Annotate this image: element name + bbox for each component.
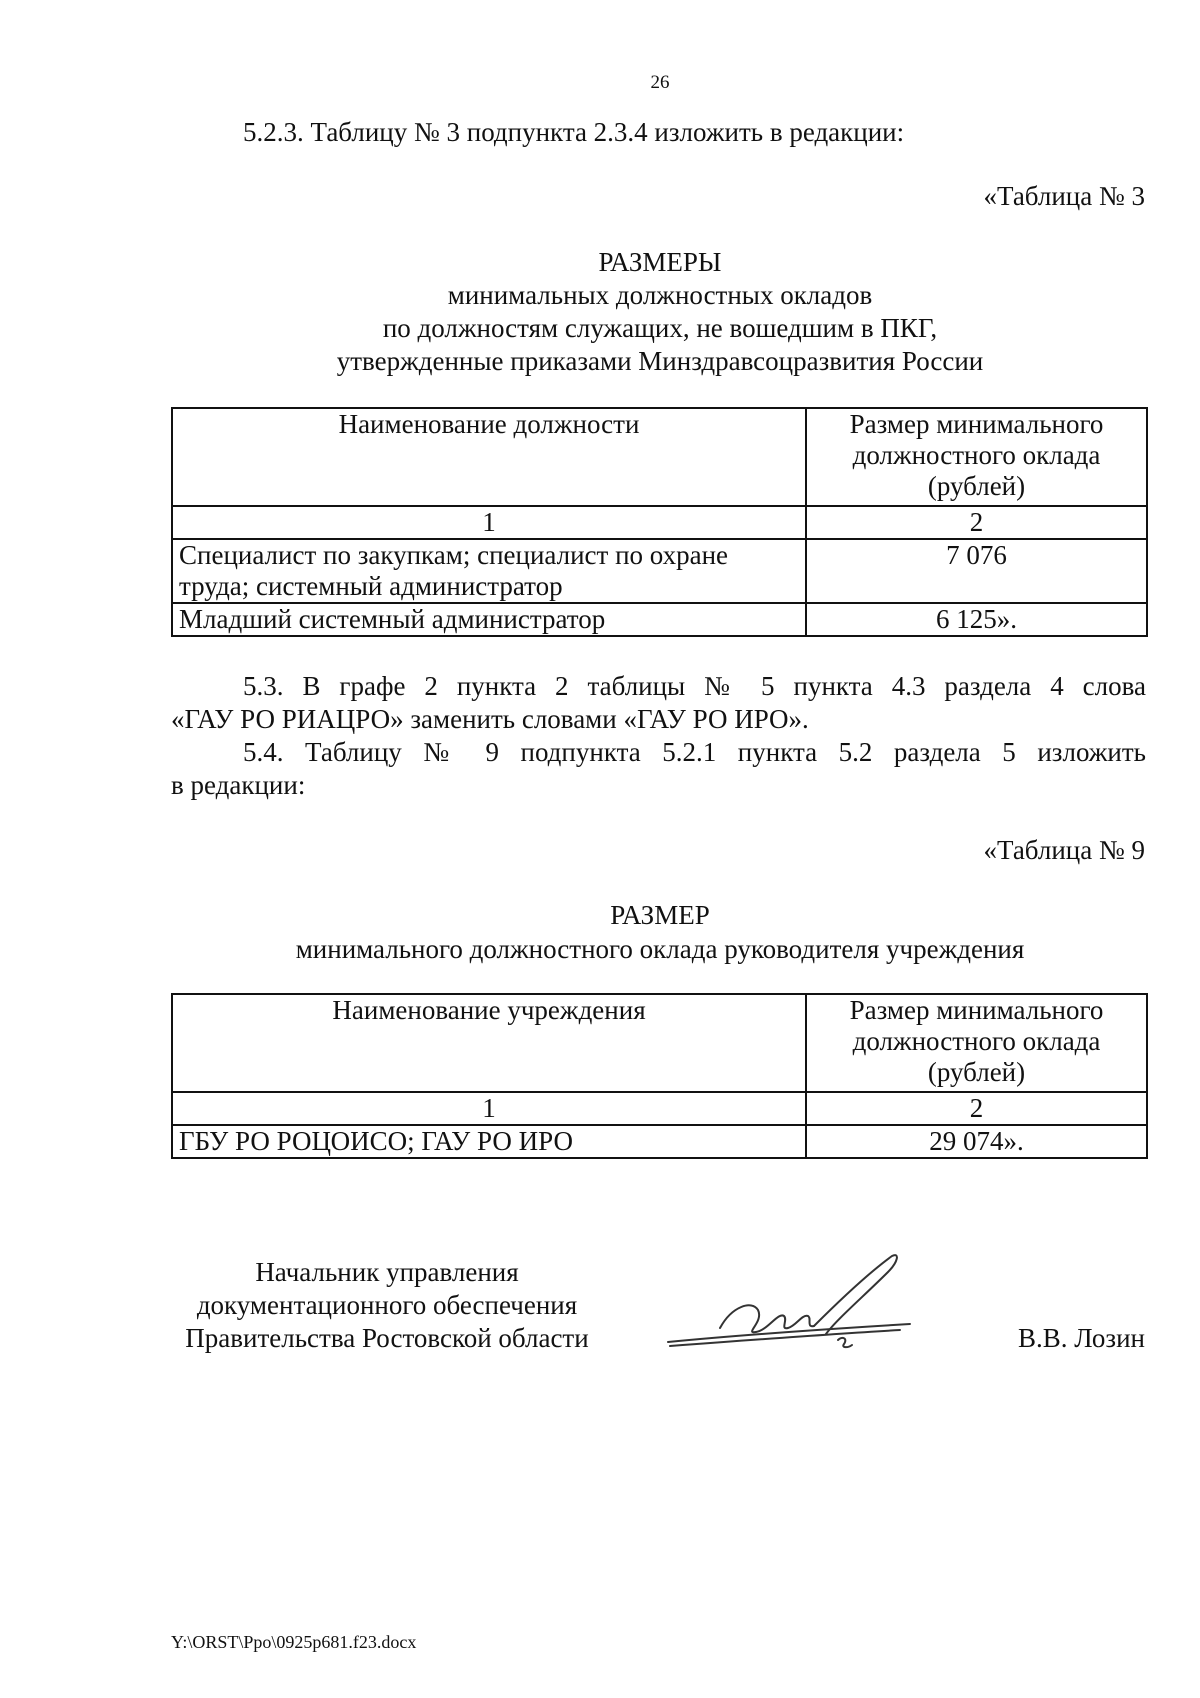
signatory-title-line-1: Начальник управления: [255, 1257, 519, 1287]
item-5-3-line-1: 5.3. В графе 2 пункта 2 таблицы № 5 пункта 4.3 раздела 4 слова: [243, 671, 1146, 701]
signatory-title-line-2: документационного обеспечения: [196, 1290, 578, 1320]
header-cell-salary: [806, 408, 1147, 506]
header-salary-line-3: (рублей): [927, 1057, 1026, 1087]
table-9: [171, 993, 1148, 1159]
item-5-4-line-1: 5.4. Таблицу № 9 подпункта 5.2.1 пункта 5.2 раздела 5 изложить: [243, 737, 1146, 767]
institution-cell: ГБУ РО РОЦОИСО; ГАУ РО ИРО: [172, 1125, 806, 1158]
item-5-3-line-2: «ГАУ РО РИАЦРО» заменить словами «ГАУ РО ИРО».: [171, 704, 809, 734]
table-3: [171, 407, 1148, 637]
header-salary-line-1: Размер минимального: [849, 409, 1104, 439]
table-row: [172, 1125, 1147, 1158]
salary-cell: 7 076: [806, 539, 1147, 603]
header-cell-position: Наименование должности: [172, 408, 806, 506]
header-salary-line-2: должностного оклада: [852, 1026, 1101, 1056]
table3-label: «Таблица № 3: [983, 181, 1145, 211]
signatory-title: [171, 1256, 603, 1355]
position-name-line-1: Специалист по закупкам; специалист по охране: [179, 540, 729, 570]
table3-title: РАЗМЕРЫ: [598, 247, 722, 277]
column-number-1: 1: [172, 506, 806, 539]
header-salary-line-2: должностного оклада: [852, 440, 1101, 470]
table-header-row: [172, 994, 1147, 1092]
column-number-1: 1: [172, 1092, 806, 1125]
footer-file-path: Y:\ORST\Ppo\0925p681.f23.docx: [171, 1632, 417, 1652]
column-number-2: 2: [806, 506, 1147, 539]
position-cell: [172, 539, 806, 603]
table-number-row: [172, 506, 1147, 539]
salary-cell: 6 125».: [806, 603, 1147, 636]
column-number-2: 2: [806, 1092, 1147, 1125]
page-number: 26: [650, 72, 670, 93]
table-number-row: [172, 1092, 1147, 1125]
signatory-title-line-3: Правительства Ростовской области: [185, 1323, 589, 1353]
item-5-2-3: 5.2.3. Таблицу № 3 подпункта 2.3.4 изложить в редакции:: [243, 117, 905, 147]
table9-label: «Таблица № 9: [983, 835, 1145, 865]
position-cell: Младший системный администратор: [172, 603, 806, 636]
table9-title: РАЗМЕР: [610, 900, 710, 930]
signer-name: В.В. Лозин: [1018, 1323, 1145, 1353]
header-cell-salary: [806, 994, 1147, 1092]
item-5-4-line-2: в редакции:: [171, 770, 306, 800]
header-salary-line-3: (рублей): [927, 471, 1026, 501]
header-salary-line-1: Размер минимального: [849, 995, 1104, 1025]
header-cell-institution: Наименование учреждения: [172, 994, 806, 1092]
table-header-row: [172, 408, 1147, 506]
table-row: [172, 539, 1147, 603]
position-name-line-2: труда; системный администратор: [179, 571, 563, 601]
table3-subtitle-3: утвержденные приказами Минздравсоцразвития России: [336, 346, 984, 376]
table3-subtitle-1: минимальных должностных окладов: [447, 280, 873, 310]
table9-subtitle: минимального должностного оклада руководителя учреждения: [295, 934, 1025, 964]
salary-cell: 29 074».: [806, 1125, 1147, 1158]
table-row: [172, 603, 1147, 636]
table3-subtitle-2: по должностям служащих, не вошедшим в ПКГ,: [382, 313, 938, 343]
